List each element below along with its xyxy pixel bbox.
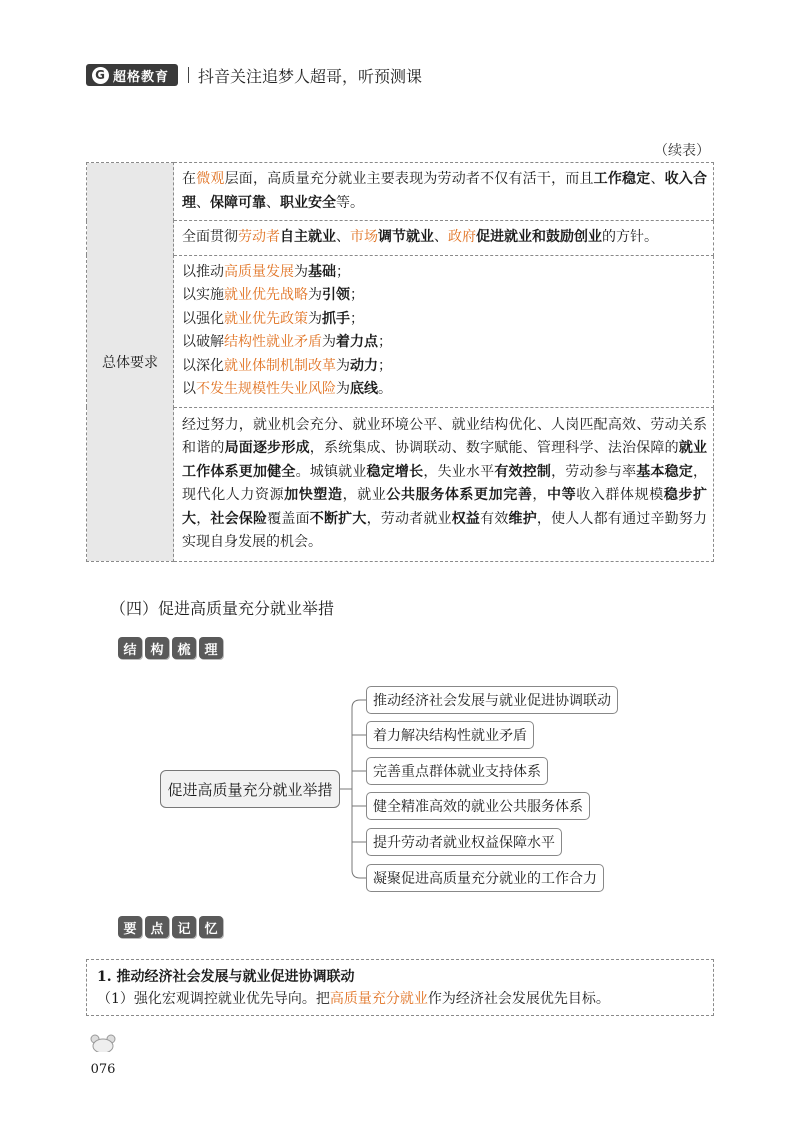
body-text: （1）强化宏观调控就业优先导向。把 (97, 991, 330, 1007)
badge-char: 点 (145, 916, 169, 938)
body-text: ，失业水平 (423, 463, 495, 480)
body-text: 全面贯彻 (182, 229, 238, 245)
badge-char: 理 (199, 637, 223, 659)
body-text: ，现代化人力资源 (182, 463, 708, 503)
body-text: 以推动 (182, 263, 224, 280)
body-text: 经过努力，就业机会充分、就业环境公平、就业结构优化、人岗匹配高效、劳动关系和谐的 (182, 416, 707, 456)
body-text: 有效 (480, 510, 509, 527)
bold-text: 有效控制 (494, 463, 552, 480)
body-text: 以深化 (182, 357, 224, 374)
bold-text: 工作稳定 (593, 171, 651, 187)
bold-text: 加快塑造 (284, 487, 343, 503)
body-text: ， (196, 510, 211, 527)
body-text: 。 (378, 381, 392, 397)
bold-text: 收入合理 (182, 171, 708, 211)
highlight-text: 就业体制机制改革 (224, 357, 336, 374)
section-heading: （四）促进高质量充分就业举措 (110, 599, 335, 618)
body-text: 、 (650, 171, 665, 187)
body-text: ，劳动参与率 (551, 463, 637, 480)
mindmap-item: 提升劳动者就业权益保障水平 (366, 828, 562, 856)
badge-char: 构 (145, 637, 169, 659)
body-text: 层面，高质量充分就业主要表现为劳动者不仅有活干，而且 (224, 171, 594, 187)
bold-text: 公共服务体系更加完善 (386, 487, 533, 503)
body-text: 作为经济社会发展优先目标。 (427, 991, 610, 1007)
bold-text: 自主就业 (280, 229, 336, 245)
bold-text: 维护 (508, 510, 537, 527)
continued-table-label: （续表） (654, 143, 710, 159)
bold-text: 不断扩大 (309, 510, 367, 527)
body-text: 为 (336, 357, 350, 374)
body-text: ； (378, 357, 392, 374)
body-text: ； (378, 334, 392, 350)
body-text: 、 (336, 229, 350, 245)
header-slogan: 抖音关注追梦人超哥，听预测课 (198, 66, 423, 86)
body-text: 以 (182, 381, 196, 397)
bold-text: 社会保险 (210, 510, 268, 527)
mindmap-item: 健全精准高效的就业公共服务体系 (366, 792, 590, 820)
mindmap-root: 促进高质量充分就业举措 (160, 770, 340, 808)
body-text: 在 (182, 171, 197, 187)
body-text: ，系统集成、协调联动、数字赋能、管理科学、法治保障的 (309, 440, 679, 456)
bold-text: 底线 (350, 381, 378, 397)
body-text: 收入群体规模 (576, 487, 664, 503)
bold-text: 基本稳定 (636, 463, 694, 480)
body-text: 为 (308, 310, 322, 327)
badge-char: 要 (118, 916, 142, 938)
bold-text: 动力 (350, 357, 378, 374)
body-text: 以强化 (182, 310, 224, 327)
bold-text: 职业安全 (280, 194, 336, 211)
body-text: 等。 (336, 194, 364, 211)
body-text: 、 (266, 194, 280, 211)
body-text: ，劳动者就业 (366, 510, 452, 527)
body-text: ，使人人都有通过辛勤努力实现自身发展的机会。 (182, 510, 708, 550)
body-text: 的方针。 (602, 229, 658, 245)
bold-text: 着力点 (336, 334, 378, 350)
point-item (97, 988, 703, 1010)
highlight-text: 结构性就业矛盾 (224, 334, 322, 350)
body-text: 以实施 (182, 287, 224, 303)
bold-text: 权益 (451, 510, 481, 527)
bold-text: 中等 (547, 487, 577, 503)
row-label: 总体要求 (102, 354, 158, 371)
key-points-box (86, 959, 714, 1016)
body-text: 、 (196, 194, 210, 211)
highlight-text: 政府 (448, 229, 476, 245)
highlight-text: 就业优先战略 (224, 287, 308, 303)
highlight-text: 高质量发展 (224, 263, 294, 280)
body-text: ，就业 (342, 487, 387, 503)
body-text: 、 (434, 229, 448, 245)
bold-text: 就业工作体系更加健全 (182, 440, 708, 480)
body-text: ， (532, 487, 548, 503)
highlight-text: 微观 (196, 171, 225, 187)
point-title: 1. 推动经济社会发展与就业促进协调联动 (97, 969, 355, 985)
page-number (86, 1034, 120, 1080)
highlight-text: 劳动者 (238, 229, 280, 245)
page-number-text: 076 (90, 1062, 116, 1077)
body-text: 为 (336, 381, 350, 397)
highlight-text: 高质量充分就业 (329, 991, 428, 1007)
body-text: ； (350, 310, 364, 327)
mindmap-item: 凝聚促进高质量充分就业的工作合力 (366, 864, 604, 892)
logo-text: 超格教育 (113, 69, 170, 85)
highlight-text: 不发生规模性失业风险 (196, 381, 336, 397)
bold-text: 稳定增长 (366, 463, 424, 480)
bold-text: 促进就业和鼓励创业 (476, 229, 602, 245)
highlight-text: 就业优先政策 (224, 310, 308, 327)
bear-icon (90, 1034, 116, 1052)
body-text: ； (336, 263, 350, 280)
badge-char: 结 (118, 637, 142, 659)
bold-text: 局面逐步形成 (224, 440, 310, 456)
mindmap-item: 推动经济社会发展与就业促进协调联动 (366, 686, 618, 714)
bold-text: 引领 (322, 287, 350, 303)
body-text: 。城镇就业 (295, 463, 367, 480)
badge-char: 忆 (199, 916, 223, 938)
key-points-badge (118, 916, 226, 938)
body-text: 为 (294, 263, 308, 280)
badge-char: 记 (172, 916, 196, 938)
bold-text: 基础 (308, 263, 336, 280)
bold-text: 调节就业 (378, 229, 434, 245)
body-text: 为 (322, 334, 336, 350)
body-text: 以破解 (182, 334, 224, 350)
bold-text: 保障可靠 (210, 194, 266, 211)
mindmap-item: 着力解决结构性就业矛盾 (366, 721, 534, 749)
bold-text: 抓手 (322, 310, 350, 327)
highlight-text: 市场 (350, 229, 378, 245)
bold-text: 稳步扩大 (182, 487, 708, 527)
badge-char: 梳 (172, 637, 196, 659)
mindmap-item: 完善重点群体就业支持体系 (366, 757, 548, 785)
body-text: 覆盖面 (267, 510, 310, 527)
body-text: 为 (308, 287, 322, 303)
logo-g-icon: G (92, 67, 109, 84)
body-text: ； (350, 287, 364, 303)
